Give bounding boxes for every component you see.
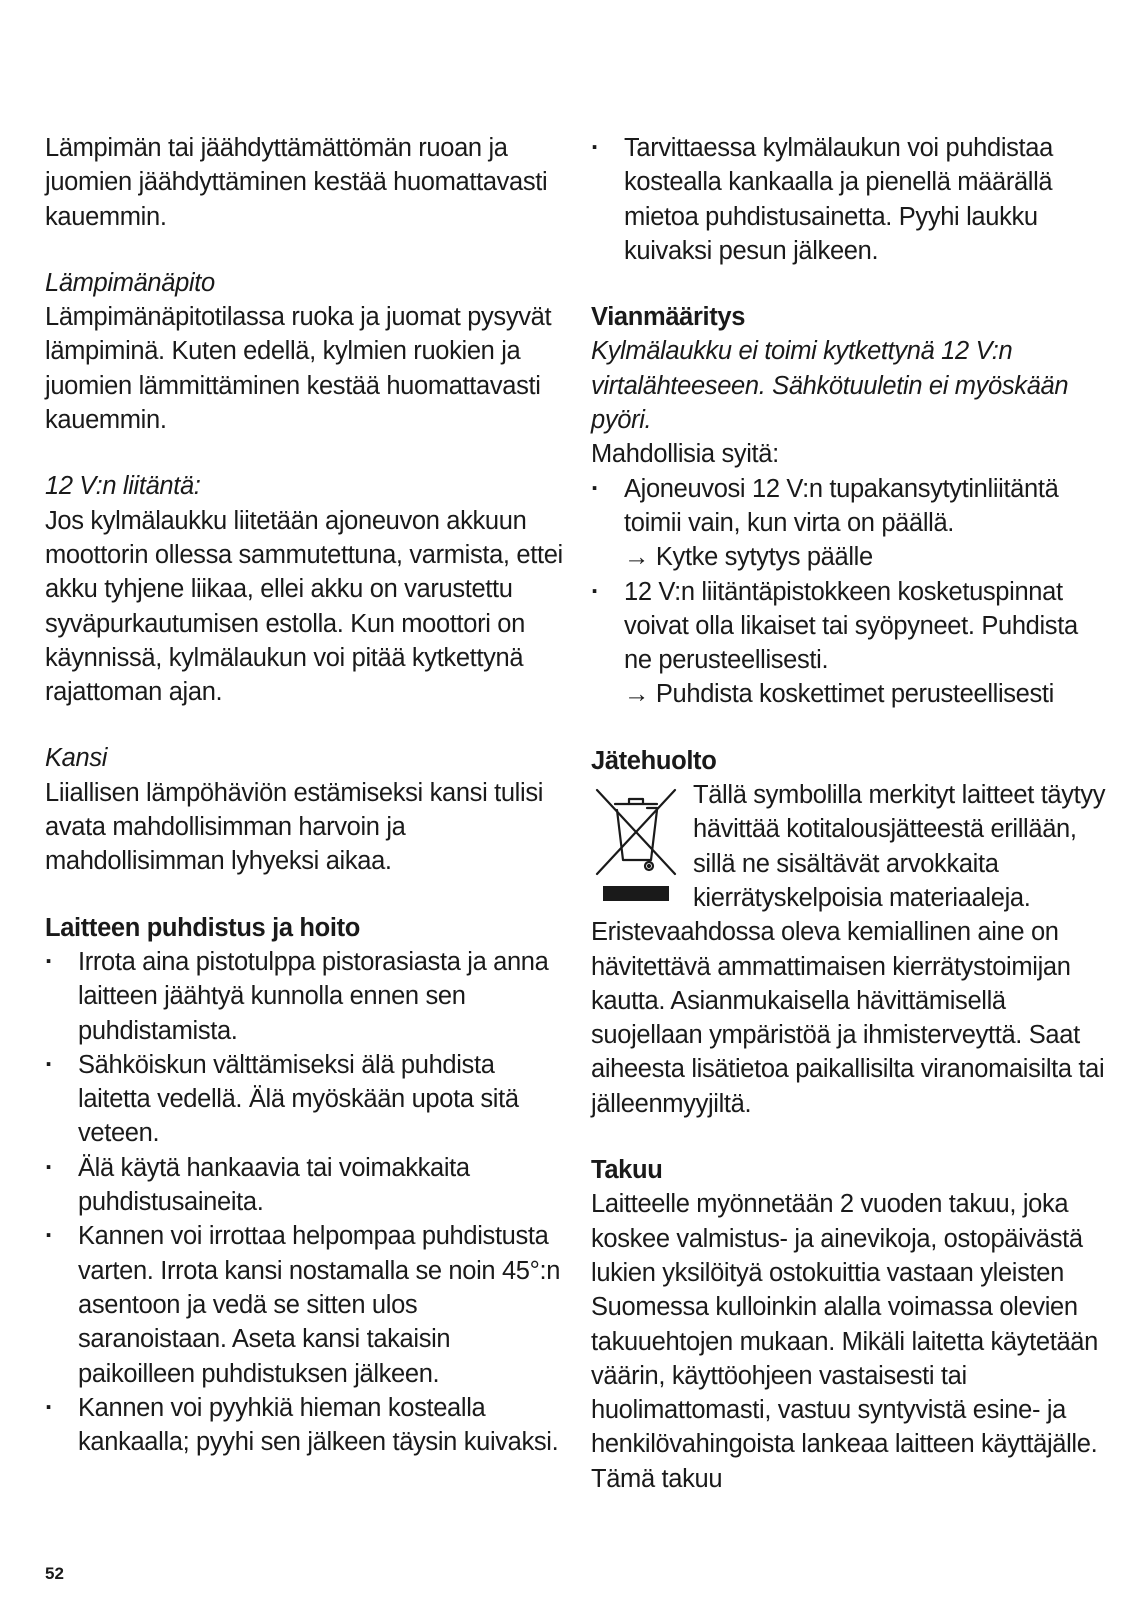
troubleshooting-heading: Vianmääritys bbox=[591, 303, 746, 332]
list-item bbox=[591, 472, 1111, 575]
fix-text: → Kytke sytytys päälle bbox=[624, 543, 873, 572]
troubleshooting-symptom: Kylmälaukku ei toimi kytkettynä 12 V:n virtalähteeseen. Sähkötuuletin ei myöskään pyöri. bbox=[591, 337, 1069, 435]
disposal-body: Tällä symbolilla merkityt laitteet täytyy hävittää kotitalousjätteestä erillään, sillä ne sisältävät arvokkaita kierrätyskelpoisia materiaaleja. Eristevaahdossa oleva kemiallinen aine on hävitettävä ammattimaisen kierrätystoimijan kautta. Asianmukaisella hävittämisellä suojellaan ympäristöä ja ihmisterveyttä. Saat aiheesta lisätietoa paikallisilta viranomaisilta tai jälleenmyyjiltä. bbox=[591, 781, 1106, 1118]
list-item: · Kannen voi pyyhkiä hieman kostealla kankaalla; pyyhi sen jälkeen täysin kuivaksi. bbox=[45, 1391, 567, 1460]
list-item: · Irrota aina pistotulppa pistorasiasta ja anna laitteen jäähtyä kunnolla ennen sen puhdistamista. bbox=[45, 945, 567, 1048]
cooling-note: Lämpimän tai jäähdyttämättömän ruoan ja juomien jäähdyttäminen kestää huomattavasti kauemmin. bbox=[45, 134, 548, 231]
causes-label: Mahdollisia syitä: bbox=[591, 440, 779, 469]
causes-list bbox=[591, 472, 1111, 712]
keep-warm-body: Lämpimänäpitotilassa ruoka ja juomat pysyvät lämpiminä. Kuten edellä, kylmien ruokien ja juomien lämmittäminen kestää huomattavasti kauemmin. bbox=[45, 303, 552, 435]
right-column bbox=[591, 131, 1111, 1496]
list-item bbox=[591, 575, 1111, 712]
list-item: · Tarvittaessa kylmälaukun voi puhdistaa kostealla kankaalla ja pienellä määrällä mietoa puhdistusainetta. Pyyhi laukku kuivaksi pesun jälkeen. bbox=[591, 131, 1111, 268]
left-column bbox=[45, 131, 567, 1459]
disposal-section bbox=[591, 778, 1111, 1121]
list-item: · Sähköiskun välttämiseksi älä puhdista laitetta vedellä. Älä myöskään upota sitä veteen. bbox=[45, 1048, 567, 1151]
care-list bbox=[45, 945, 567, 1459]
fix-text: → Puhdista koskettimet perusteellisesti bbox=[624, 680, 1054, 709]
cause-text: Ajoneuvosi 12 V:n tupakansytytinliitäntä toimii vain, kun virta on päällä. bbox=[624, 474, 1059, 537]
lid-title: Kansi bbox=[45, 744, 108, 773]
warranty-heading: Takuu bbox=[591, 1156, 663, 1185]
connection-title: 12 V:n liitäntä: bbox=[45, 472, 201, 501]
connection-body: Jos kylmälaukku liitetään ajoneuvon akkuun moottorin ollessa sammutettuna, varmista, ettei akku tyhjene liikaa, ellei akku on varustettu syväpurkautumisen estolla. Kun moottori on käynnissä, kylmälaukun voi pitää kytkettynä rajattoman ajan. bbox=[45, 506, 563, 707]
crossed-out-wheelie-bin-icon bbox=[591, 780, 681, 910]
care-heading: Laitteen puhdistus ja hoito bbox=[45, 913, 360, 942]
lid-body: Liiallisen lämpöhäviön estämiseksi kansi tulisi avata mahdollisimman harvoin ja mahdollisimman lyhyeksi aikaa. bbox=[45, 778, 544, 876]
cause-text: 12 V:n liitäntäpistokkeen kosketuspinnat voivat olla likaiset tai syöpyneet. Puhdista ne perusteellisesti. bbox=[624, 577, 1078, 675]
disposal-heading: Jätehuolto bbox=[591, 746, 717, 775]
warranty-body: Laitteelle myönnetään 2 vuoden takuu, joka koskee valmistus- ja ainevikoja, ostopäivästä lukien yksilöityä ostokuittia vastaan yleisten Suomessa kulloinkin alalla voimassa olevien takuuehtojen mukaan. Mikäli laitetta käytetään väärin, käyttöohjeen vastaisesti tai huolimattomasti, vastuu syntyvistä esine- ja henkilövahingoista lankeaa laitteen käyttäjälle. Tämä takuu bbox=[591, 1190, 1098, 1493]
keep-warm-title: Lämpimänäpito bbox=[45, 268, 215, 297]
page-number: 52 bbox=[45, 1564, 64, 1583]
list-item: · Kannen voi irrottaa helpompaa puhdistusta varten. Irrota kansi nostamalla se noin 45°:n asentoon ja vedä se sitten ulos saranoistaan. Aseta kansi takaisin paikoilleen puhdistuksen jälkeen. bbox=[45, 1219, 567, 1390]
care-list-continued bbox=[591, 131, 1111, 268]
list-item: · Älä käytä hankaavia tai voimakkaita puhdistusaineita. bbox=[45, 1151, 567, 1220]
